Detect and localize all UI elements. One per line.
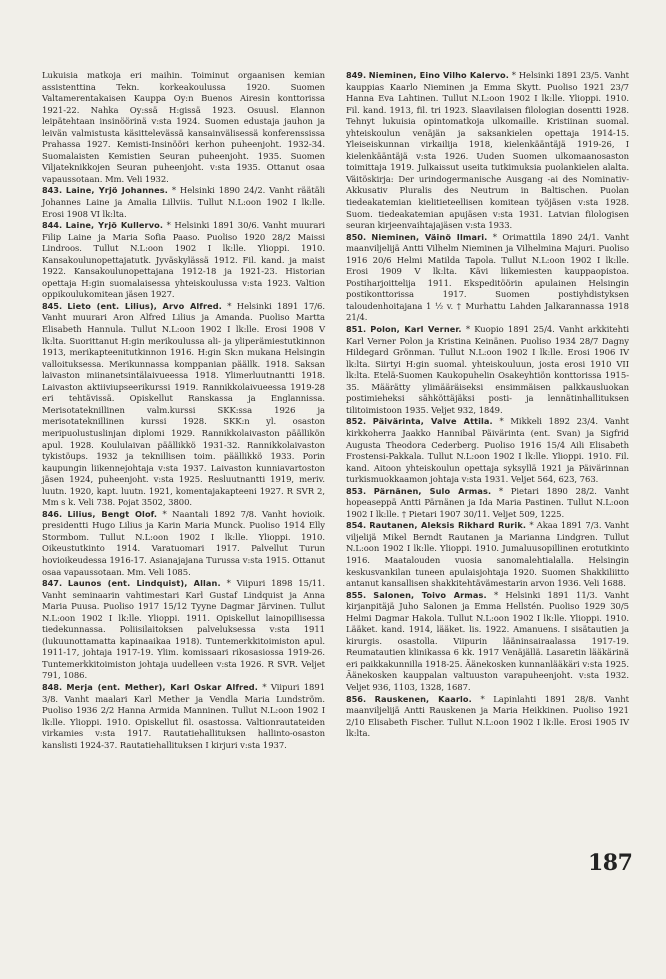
entry-851 <box>346 324 629 416</box>
entry-number: 848. <box>42 681 63 692</box>
entry-text: * Kuopio 1891 25/4. Vanht arkkitehti Karl Verner Polon ja Kristina Keinänen. Puoliso 1934 28/7 Dagny Hildegard Grönman. Tullut N.L:oon 1902 I lk:lle. Erosi 1906 IV lk:lta. Siirtyi H:gin suomal. yhteiskouluun, josta erosi 1910 VII lk:lta. Etelä-Suomen Kaukopuhelin Osakeyhtiön konttorissa 1915-35. Määrätty ylimääräiseksi ensimmäisen palkkausluokan postimieheksi sähköttäjäksi posti- ja lennätinhallituksen tilitoimistoon 1935. Veljet 932, 1849. <box>346 324 629 415</box>
entry-number: 853. <box>346 485 367 496</box>
entry-name: Salonen, Toivo Armas. <box>373 589 487 600</box>
entry-number: 847. <box>42 578 63 589</box>
entry-848 <box>42 682 325 751</box>
entry-name: Polon, Karl Verner. <box>370 324 462 335</box>
entry-number: 844. <box>42 220 63 231</box>
entry-842-continuation: Lukuisia matkoja eri maihin. Toiminut orgaanisen kemian assistenttina Tekn. korkeakoulussa 1920. Suomen Valtamerentakaisen Kauppa Oy:n Buenos Airesin konttorissa 1921-22. Nahka Oy:ssä H:gissä 1923. Osuusl. Elannon leipätehtaan insinöörinä v:sta 1924. Suomen edustaja jauhon ja leivän valmistusta käsittelevässä kansainvälisessä konferenssissa Prahassa 1927. Kemisti-Insinööri kerhon puheenjoht. 1932-34. Suomalaisten Kemistien Seuran puheenjoht. 1935. Suomen Viljateknikkojen Seuran puheenjoht. v:sta 1935. Ottanut osaa vapaussotaan. Mm. Veli 1932. <box>42 70 325 184</box>
entry-text: * Viipuri 1898 15/11. Vanht seminaarin vahtimestari Karl Gustaf Lindquist ja Anna Maria Puusa. Puoliso 1917 15/12 Tyyne Dagmar Järvinen. Tullut N.L:oon 1902 I lk:lle. Ylioppi. 1911. Opiskellut lainopillisessa tiedekunnassa. Poliisilaitoksen palveluksessa v:sta 1911 (lukuunottamatta kapinaaikaa 1918). Tuntemerkkitoimiston apul. 1911-17, johtaja 1917-19. Ylim. komissaari rikosasiossa 1919-26. Tuntemerkkitoimiston johtaja uudelleen v:sta 1926. R SVR. Veljet 791, 1086. <box>42 578 325 681</box>
entry-name: Rautanen, Aleksis Rikhard Rurik. <box>369 520 527 531</box>
entry-847 <box>42 578 325 682</box>
entry-number: 852. <box>346 416 367 427</box>
entry-name: Nieminen, Väinö Ilmari. <box>371 231 488 242</box>
entry-text: * Akaa 1891 7/3. Vanht viljelijä Mikel Berndt Rautanen ja Marianna Lindgren. Tullut N.L:oon 1902 I lk:lle. Ylioppi. 1910. Jumaluusopillinen erotutkinto 1916. Maatalouden vuosia sanomalehtialalla. Helsingin keskusvankilan tuneen apulaisjohtaja 1920. Suomen Shakkiliitto antanut kansallisen shakkitehtävämestarin arvon 1936. Veli 1688. <box>346 520 629 589</box>
entry-849 <box>346 70 629 232</box>
entry-name: Nieminen, Eino Vilho Kalervo. <box>368 70 509 80</box>
entry-name: Lilius, Bengt Olof. <box>67 508 158 519</box>
entry-text: * Helsinki 1890 24/2. Vanht räätäli Johannes Laine ja Amalia Lillviis. Tullut N.L:oon 1902 I lk:lle. Erosi 1908 VI lk:lta. <box>42 185 325 219</box>
entry-name: Pärnänen, Sulo Armas. <box>373 485 492 496</box>
entry-850 <box>346 232 629 324</box>
entry-text: * Helsinki 1891 17/6. Vanht muurari Aron Alfred Lilius ja Amanda. Puoliso Martta Elisabeth Hannula. Tullut N.L:oon 1902 I lk:lle. Erosi 1908 V lk:lta. Suorittanut H:gin merikoulussa ali- ja yliperämiestutkinnon 1913, merikapteenitutkinnon 1916. H:gin Sk:n mukana Helsingin valloituksessa. Merikunnassa komppanian päällk. 1918. Saksan laivaston miinanetsintälaivueessa 1918. Ylimerluutnantti 1918. Laivaston aktiiviupseerikurssi 1919. Rannikkolaivueessa 1919-28 eri tehtävissä. Opiskellut Ranskassa ja Englannissa. Merisotateknillinen valm.kurssi SKK:ssa 1926 ja merisotateknillinen kurssi 1928. SKK:n yl. osaston meripuolustuslinjan diplomi 1929. Rannikkolaivaston päällikön apul. 1928. Koululaivan päällikkö 1931-32. Rannikkolaivaston tykistöups. 1932 ja teknillisen toim. päällikkö 1933. Porin kaupungin liikennejohtaja v:sta 1937. Laivaston kunniavartoston jäsen 1924, puheenjoht. v:sta 1925. Resluutnantti 1919, meriv. luutn. 1920, kapt. luutn. 1921, komentajakapteeni 1927. R SVR 2, Mm s k. Veli 738. Pojat 3502, 3800. <box>42 300 326 508</box>
entry-name: Päivärinta, Valve Attila. <box>372 416 493 427</box>
entry-text: * Viipuri 1891 3/8. Vanht maalari Karl Mether ja Vendla Maria Lundström. Puoliso 1936 2/2 Hanna Armida Manninen. Tullut N.L:oon 1902 I lk:lle. Ylioppi. 1910. Opiskellut fil. osastossa. Valtionrautateiden virkamies v:sta 1917. Rautatiehallituksen hallinto-osaston kanslisti 1924-37. Rautatiehallituksen I kirjuri v:sta 1937. <box>42 681 326 750</box>
entry-number: 851. <box>346 324 367 335</box>
entry-856 <box>346 694 629 740</box>
entry-name: Lieto (ent. Lilius), Arvo Alfred. <box>67 300 222 311</box>
page-number: 187 <box>588 850 633 876</box>
entry-name: Merja (ent. Mether), Karl Oskar Alfred. <box>66 681 258 692</box>
entry-number: 846. <box>42 508 63 519</box>
entry-text: * Lapinlahti 1891 28/8. Vanht maanviljelijä Antti Rauskenen ja Maria Heikkinen. Puoliso 1921 2/10 Elisabeth Fischer. Tullut N.L:oon 1902 I lk:lle. Erosi 1905 IV lk:lta. <box>346 693 629 739</box>
entry-number: 845. <box>42 300 63 311</box>
entry-number: 843. <box>42 185 63 196</box>
entry-number: 849. <box>346 70 367 80</box>
entry-text: * Orimattila 1890 24/1. Vanht maanviljelijä Antti Vilhelm Nieminen ja Vilhelmina Majuri. Puoliso 1916 20/6 Helmi Matilda Tapola. Tullut N.L:oon 1902 I lk:lle. Erosi 1909 V lk:lta. Kävi liikemiesten kauppaopistoa. Postiharjoittelija 1911. Ekspeditöörin apulainen Helsingin postikonttorissa 1917. Suomen postiyhdistyksen taloudenhoitajana 1 ½ v. † Murhattu Lahden Jalkarannassa 1918 21/4. <box>346 231 629 323</box>
entry-852 <box>346 416 629 485</box>
entry-846 <box>42 509 325 578</box>
entry-854 <box>346 520 629 589</box>
entry-text: * Helsinki 1891 11/3. Vanht kirjanpitäjä Juho Salonen ja Emma Hellstén. Puoliso 1929 30/5 Helmi Dagmar Hakola. Tullut N.L:oon 1902 I lk:lle. Ylioppi. 1910. Lääket. kand. 1914, lääket. lis. 1922. Amanuens. I sisätautien ja kirurgis. osastolla. Viipurin lääninsairaalassa 1917-19. Reumatautien klinikassa 6 kk. 1917 Venäjällä. Lasaretin lääkärinä eri paikkakunnilla 1918-25. Äänekosken kunnanlääkäri v:sta 1925. Äänekosken kauppalan valtuuston varapuheenjoht. v:sta 1932. Veljet 936, 1103, 1328, 1687. <box>346 589 629 692</box>
entry-845 <box>42 301 325 509</box>
entry-name: Rauskenen, Kaarlo. <box>374 693 472 704</box>
entry-text: * Mikkeli 1892 23/4. Vanht kirkkoherra Jaakko Hannibal Päivärinta (ent. Svan) ja Sigfrid Augusta Theodora Cederberg. Puoliso 1916 15/4 Aili Elisabeth Frostensi-Pakkala. Tullut N.L:oon 1902 I lk:lle. Ylioppi. 1910. Fil. kand. Aitoon yhteiskoulun opettaja syksyllä 1921 ja Päivärinnan turkismuokkaamon johtaja v:sta 1931. Veljet 564, 623, 763. <box>346 416 630 485</box>
entry-number: 855. <box>346 589 367 600</box>
left-column <box>42 70 325 751</box>
entry-number: 856. <box>346 693 367 704</box>
entry-name: Launos (ent. Lindquist), Allan. <box>67 578 221 589</box>
entry-name: Laine, Yrjö Johannes. <box>65 185 168 196</box>
entry-text: * Pietari 1890 28/2. Vanht hopeaseppä Antti Pärnänen ja Ida Maria Pastinen. Tullut N.L:oon 1902 I lk:lle. † Pietari 1907 30/11. Veljet 509, 1225. <box>346 485 629 519</box>
entry-844 <box>42 220 325 301</box>
entry-855 <box>346 590 629 694</box>
entry-name: Laine, Yrjö Kullervo. <box>65 220 164 231</box>
entry-text: * Helsinki 1891 23/5. Vanht kauppias Kaarlo Nieminen ja Emma Skytt. Puoliso 1921 23/7 Hanna Eva Lahtinen. Tullut N.L:oon 1902 I lk:lle. Ylioppi. 1910. Fil. kand. 1913, fil. tri 1923. Slaavilaisen filologian dosentti 1928. Tehnyt lukuisia opintomatkoja ulkomaille. Kristiinan suomal. yhteiskoulun venäjän ja saksankielen opettaja 1914-15. Yleiseiskunnan virkailija 1918, kielenkääntäjä 1919-26, I kielenkääntäjä v:sta 1926. Uuden Suomen ulkomaanosaston toimittaja 1919. Julkaissut useita tutkimuksia puolankielen alalta. Väitöskirja: Der urindogermanische Ausgang -ai des Nominativ-Akkusativ Pluralis des Neutrum in Baltischen. Puolan tiedeakatemian kielitieteellisen komitean työjäsen v:sta 1928. Suom. tiedeakatemian apujäsen v:sta 1931. Latvian filologisen seuran kirjeenvaihtajajäsen v:sta 1933. <box>346 70 629 231</box>
entry-853 <box>346 486 629 521</box>
right-column <box>346 70 629 740</box>
entry-843 <box>42 185 325 220</box>
entry-number: 850. <box>346 231 367 242</box>
entry-number: 854. <box>346 520 367 531</box>
entry-text: * Helsinki 1891 30/6. Vanht muurari Filip Laine ja Maria Sofia Paaso. Puoliso 1920 28/2 Maissi Lindroos. Tullut N.L:oon 1902 I lk:lle. Ylioppi. 1910. Kansakoulunopettajatutk. Jyväskylässä 1912. Fil. kand. ja maist 1922. Kansakoulunopettajana 1912-18 ja 1921-23. Historian opettaja H:gin suomalaisessa yhteiskoulussa v:sta 1923. Valtion oppikoulukomitean jäsen 1927. <box>42 220 325 300</box>
entry-text: * Naantali 1892 7/8. Vanht hovioik. presidentti Hugo Lilius ja Karin Maria Munck. Puoliso 1914 Elly Stormbom. Tullut N.L:oon 1902 I lk:lle. Ylioppi. 1910. Oikeustutkinto 1914. Varatuomari 1917. Palvellut Turun hovioikeudessa 1916-17. Asianajajana Turussa v:sta 1915. Ottanut osaa vapaussotaan. Mm. Veli 1085. <box>42 508 325 577</box>
